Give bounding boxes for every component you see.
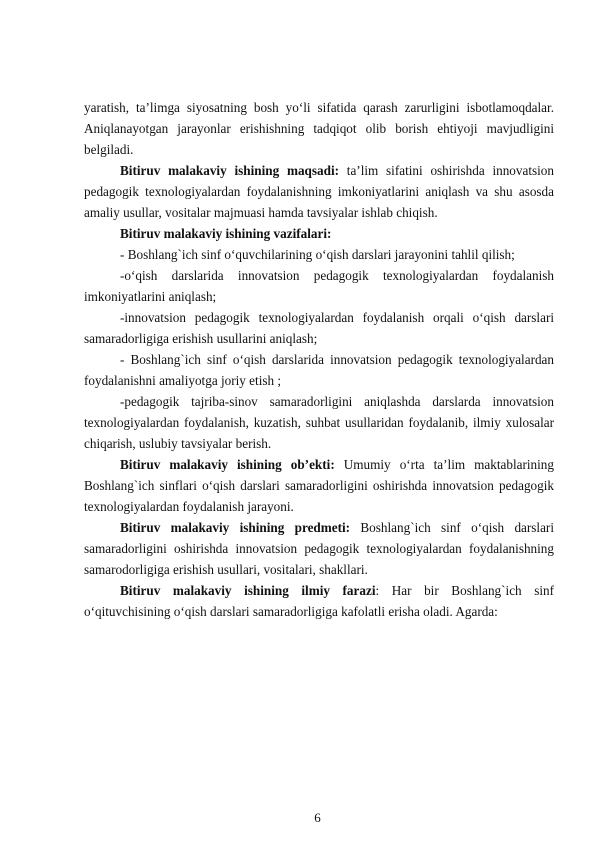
tasks-heading: Bitiruv malakaviy ishining vazifalari: bbox=[120, 226, 332, 241]
task-item: -pedagogik tajriba-sinov samaradorligini aniqlashda darslarda innovatsion texnologiyalardan foydalanish, kuzatish, suhbat usullaridan foydalanib, ilmiy xulosalar chiqarish, uslubiy tavsiyalar berish. bbox=[84, 394, 554, 451]
paragraph-tasks-heading bbox=[84, 223, 554, 244]
paragraph-intro: yaratish, ta’limga siyosatning bosh yo‘li sifatida qarash zarurligini isbotlamoqdalar. Aniqlanayotgan jarayonlar erishishning tadqiqot olib borish ehtiyoji mavjudligini belgiladi. bbox=[84, 100, 554, 157]
page-body bbox=[84, 97, 554, 622]
task-item: -innovatsion pedagogik texnologiyalardan foydalanish orqali o‘qish darslari samaradorligiga erishish usullarini aniqlash; bbox=[84, 310, 554, 346]
page-number: 6 bbox=[314, 810, 321, 825]
object-heading: Bitiruv malakaviy ishining ob’ekti: bbox=[120, 457, 335, 472]
task-item: - Boshlang`ich sinf o‘quvchilarining o‘qish darslari jarayonini tahlil qilish; bbox=[120, 247, 515, 262]
goal-heading: Bitiruv malakaviy ishining maqsadi: bbox=[120, 163, 339, 178]
paragraph-object: Bitiruv malakaviy ishining ob’ekti: Umumiy o‘rta ta’lim maktablarining Boshlang`ich sinflari o‘qish darslari samaradorligini oshirishda innovatsion pedagogik texnologiyalardan foydalanish jarayoni. bbox=[84, 457, 554, 514]
hypothesis-heading: Bitiruv malakaviy ishining ilmiy farazi bbox=[120, 583, 376, 598]
subject-heading: Bitiruv malakaviy ishining predmeti: bbox=[120, 520, 351, 535]
task-item: - Boshlang`ich sinf o‘qish darslarida innovatsion pedagogik texnologiyalardan foydalanishni amaliyotga joriy etish ; bbox=[84, 352, 554, 388]
paragraph-subject: Bitiruv malakaviy ishining predmeti: Boshlang`ich sinf o‘qish darslari samaradorligini oshirishda innovatsion pedagogik texnologiyalardan foydalanishning samarodorligiga erishish usullari, vositalari, shakllari. bbox=[84, 520, 554, 577]
paragraph-goal: Bitiruv malakaviy ishining maqsadi: ta’lim sifatini oshirishda innovatsion pedagogik texnologiyalardan foydalanishning imkoniyatlarini aniqlash va shu asosda amaliy usullar, vositalar majmuasi hamda tavsiyalar ishlab chiqish. bbox=[84, 163, 554, 220]
task-item: -o‘qish darslarida innovatsion pedagogik texnologiyalardan foydalanish imkoniyatlarini aniqlash; bbox=[84, 268, 554, 304]
paragraph-hypothesis: Bitiruv malakaviy ishining ilmiy farazi: Har bir Boshlang`ich sinf o‘qituvchisining o‘qish darslari samaradorligiga kafolatli erisha oladi. Agarda: bbox=[84, 583, 554, 619]
